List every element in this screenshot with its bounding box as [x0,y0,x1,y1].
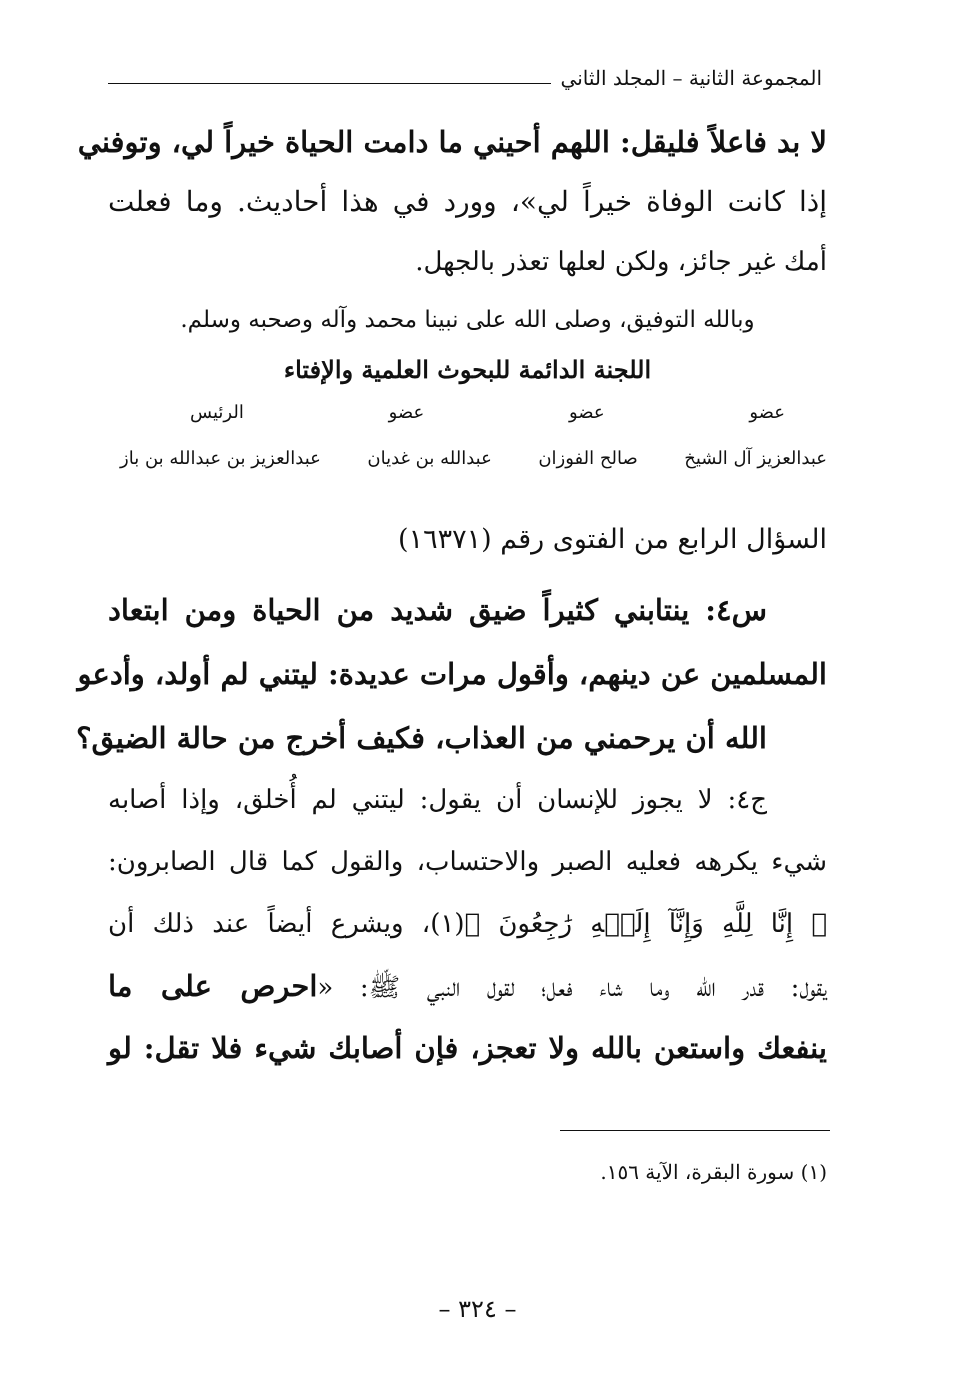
answer-text: يقول: قدر الله وما شاء فعل؛ لقول النبي ﷺ: « [317,973,828,1003]
answer-line [108,966,827,1008]
closing-line: وبالله التوفيق، وصلى الله على نبينا محمد وآله وصحبه وسلم. [180,307,755,333]
paragraph-line [108,182,827,222]
page-number: – ٣٢٤ – [438,1295,517,1323]
paragraph-line: لا بد فاعلاً فليقل: اللهم أحيني ما دامت الحياة خيراً لي، وتوفني [77,125,827,159]
name-member-1: عبدالعزيز آل الشيخ [684,448,827,469]
committee-names [120,448,827,469]
question-line: الله أن يرحمني من العذاب، فكيف أخرج من حالة الضيق؟ [76,721,767,755]
answer-line: ﴿ إِنَّا لِلَّهِ وَإِنَّآ إِلَيۡهِ رَٰجِعُونَ ﴾(١)، ويشرع أيضاً عند ذلك أن [108,909,827,939]
answer-line: شيء يكرهه فعليه الصبر والاحتساب، والقول كما قال الصابرون: [108,847,827,877]
committee-title: اللجنة الدائمة للبحوث العلمية والإفتاء [283,355,652,384]
question-line: س٤: ينتابني كثيراً ضيق شديد من الحياة ومن ابتعاد [108,593,767,627]
footnote: (١) سورة البقرة، الآية ١٥٦. [600,1160,827,1184]
role-member-1: عضو [749,402,785,423]
header-rule [108,83,551,84]
running-header [108,52,822,90]
footnote-rule [560,1130,830,1131]
role-president: الرئيس [190,402,244,423]
hadith-text: احرص على ما [108,969,318,1003]
name-member-3: عبدالله بن غديان [367,448,492,469]
question-line: المسلمين عن دينهم، وأقول مرات عديدة: ليتني لم أولد، وأدعو [77,657,827,691]
hadith-line: ينفعك واستعن بالله ولا تعجز، فإن أصابك شيء فلا تقل: لو [108,1031,827,1065]
paragraph-text: إذا كانت الوفاة خيراً لي»، وورد في هذا أحاديث. وما فعلت [108,185,827,218]
paragraph-line: أمك غير جائز، ولكن لعلها تعذر بالجهل. [415,247,827,277]
answer-line: ج٤: لا يجوز للإنسان أن يقول: ليتني لم أُخلق، وإذا أصابه [108,785,767,815]
fatwa-heading: السؤال الرابع من الفتوى رقم (١٦٣٧١) [398,524,827,555]
role-member-2: عضو [568,402,605,423]
name-member-2: صالح الفوزان [538,448,638,469]
name-president: عبدالعزيز بن عبدالله بن باز [120,448,321,469]
role-member-3: عضو [388,402,425,423]
committee-roles [190,402,785,423]
header-title: المجموعة الثانية – المجلد الثاني [560,66,822,90]
